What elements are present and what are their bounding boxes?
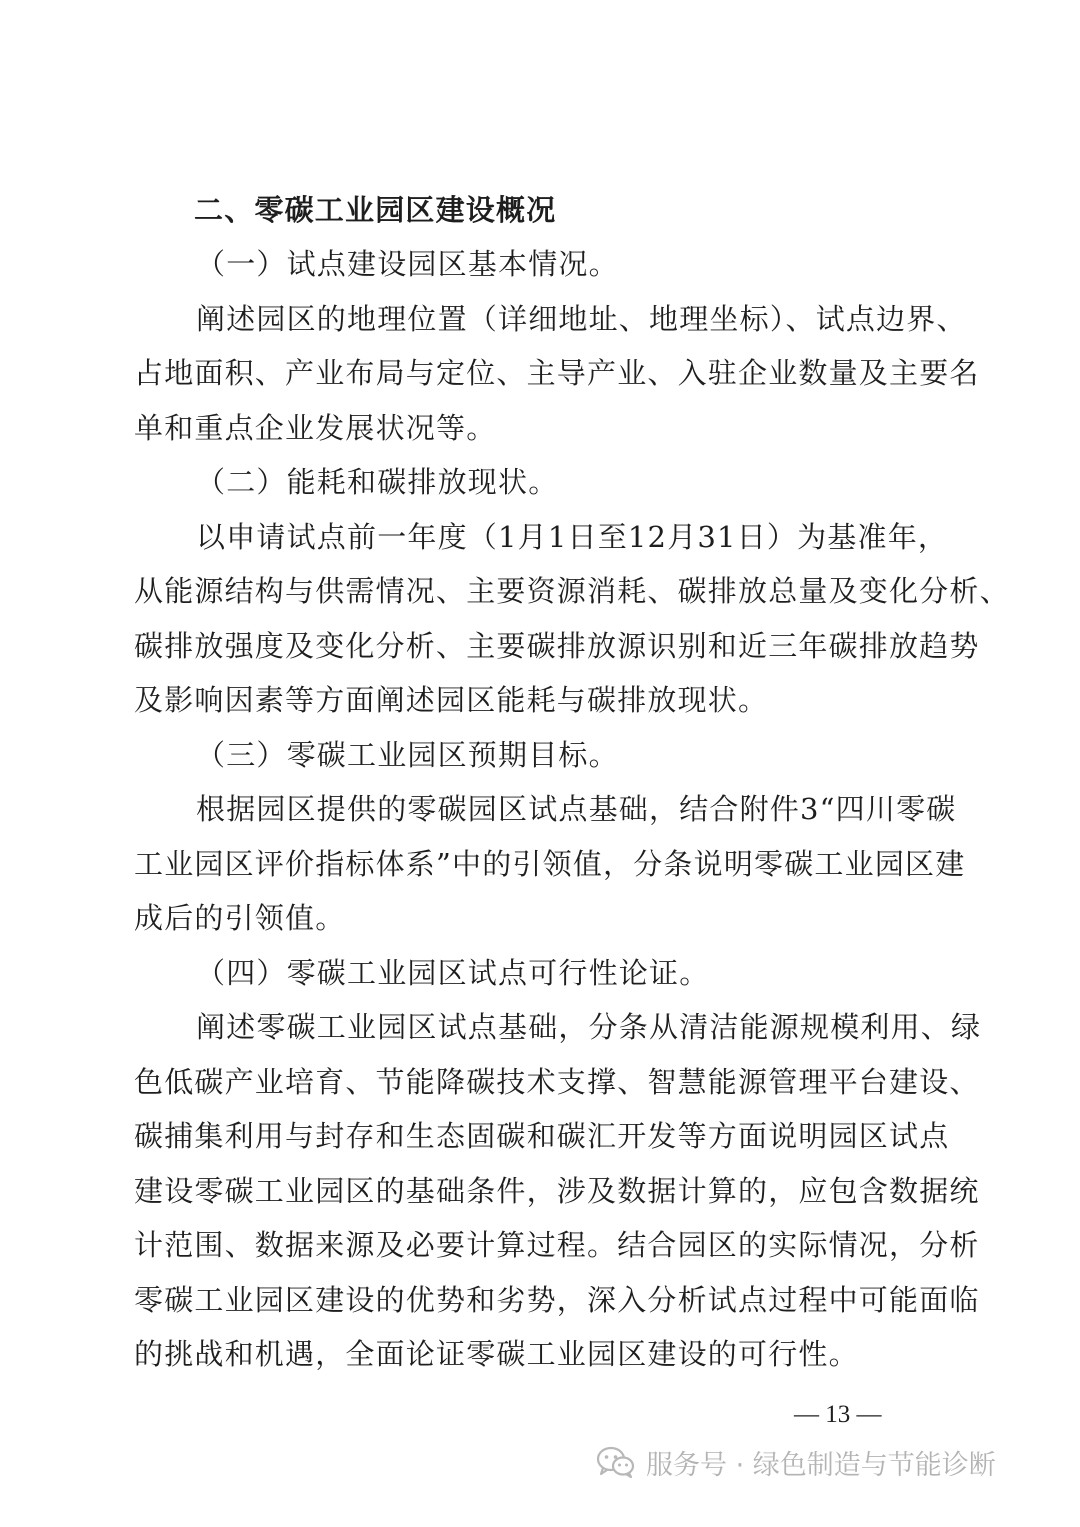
paragraph-line: 阐述零碳工业园区试点基础，分条从清洁能源规模利用、绿 [196, 1010, 982, 1044]
paragraph-line: 零碳工业园区建设的优势和劣势，深入分析试点过程中可能面临 [134, 1283, 980, 1317]
page-number: — 13 — [794, 1401, 882, 1428]
wechat-icon [596, 1445, 636, 1479]
watermark-text: 服务号 · 绿色制造与节能诊断 [646, 1449, 996, 1481]
paragraph-line: 建设零碳工业园区的基础条件，涉及数据计算的，应包含数据统 [134, 1174, 980, 1208]
subsection-title-2: （二）能耗和碳排放现状。 [196, 465, 559, 499]
paragraph-line: 的挑战和机遇，全面论证零碳工业园区建设的可行性。 [134, 1337, 859, 1371]
paragraph-line: 占地面积、产业布局与定位、主导产业、入驻企业数量及主要名 [134, 356, 980, 390]
paragraph-line: 色低碳产业培育、节能降碳技术支撑、智慧能源管理平台建设、 [134, 1065, 980, 1099]
paragraph-line: 计范围、数据来源及必要计算过程。结合园区的实际情况，分析 [134, 1228, 980, 1262]
subsection-title-3: （三）零碳工业园区预期目标。 [196, 738, 619, 772]
paragraph-line: 阐述园区的地理位置（详细地址、地理坐标）、试点边界、 [196, 302, 967, 336]
subsection-title-1: （一）试点建设园区基本情况。 [196, 247, 619, 281]
paragraph-line: 单和重点企业发展状况等。 [134, 411, 497, 445]
paragraph-line: 成后的引领值。 [134, 901, 346, 935]
paragraph-line: 碳排放强度及变化分析、主要碳排放源识别和近三年碳排放趋势 [134, 629, 980, 663]
watermark [596, 1440, 996, 1484]
section-heading: 二、零碳工业园区建设概况 [194, 193, 557, 227]
paragraph-line: 从能源结构与供需情况、主要资源消耗、碳排放总量及变化分析、 [134, 574, 1010, 608]
paragraph-line: 碳捕集利用与封存和生态固碳和碳汇开发等方面说明园区试点 [134, 1119, 950, 1153]
paragraph-line: 根据园区提供的零碳园区试点基础，结合附件3“四川零碳 [196, 792, 957, 826]
paragraph-line: 工业园区评价指标体系”中的引领值，分条说明零碳工业园区建 [134, 847, 966, 881]
subsection-title-4: （四）零碳工业园区试点可行性论证。 [196, 956, 710, 990]
paragraph-line: 及影响因素等方面阐述园区能耗与碳排放现状。 [134, 683, 769, 717]
paragraph-line: 以申请试点前一年度（1月1日至12月31日）为基准年， [196, 520, 949, 554]
